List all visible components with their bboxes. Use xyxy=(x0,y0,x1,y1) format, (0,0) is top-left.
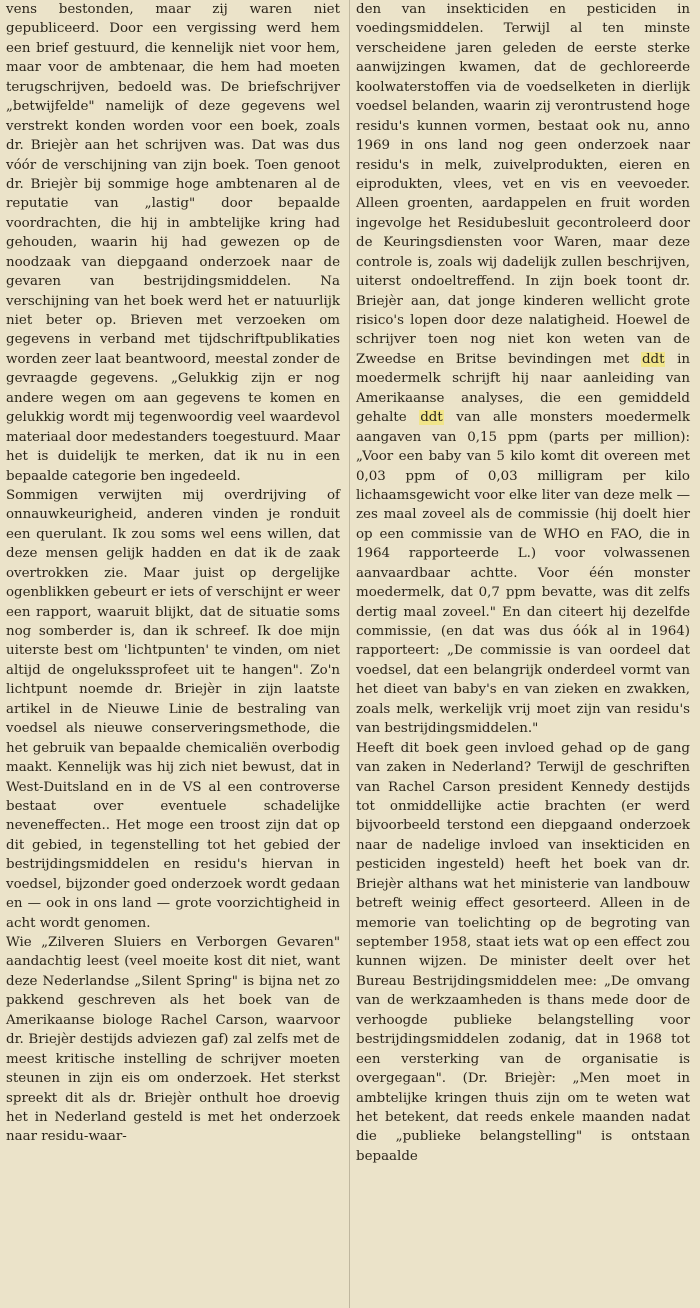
highlighted-term: ddt xyxy=(641,351,665,367)
right-text-segment: in moedermelk schrijft hij naar aanleiding van Amerikaanse analyses, die een gemiddeld gehalte xyxy=(356,351,690,426)
right-text-segment: van alle monsters moedermelk aangaven van 0,15 ppm (parts per million): „Voor een baby van 5 kilo komt dit overeen met 0,03 ppm of 0,03 milligram per kilo lichaamsgewicht voor elke liter van deze melk — zes maal zoveel als de commissie (hij doelt hier op een commissie van de WHO en FAO, die in 1964 rapporteerde L.) voor volwassenen aanvaardbaar achtte. Voor één monster moedermelk, dat 0,7 ppm bevatte, was dit zelfs dertig maal zoveel." En dan citeert hij dezelfde commissie, (en dat was dus óók al in 1964) rapporteert: „De commissie is van oordeel dat voedsel, dat een belangrijk onderdeel vormt van het dieet van baby's en van zieken en zwakken, zoals melk, werkelijk vrij moet zijn van residu's van bestrijdingsmiddelen." xyxy=(356,410,690,737)
left-paragraph-2: Sommigen verwijten mij overdrijving of onnauwkeurigheid, anderen vinden je ronduit een querulant. Ik zou soms wel eens willen, dat deze mensen gelijk hadden en dat ik de zaak overtrokken zie. Maar juist op dergelijke ogenblikken gebeurt er iets of verschijnt er weer een rapport, waaruit blijkt, dat de situatie soms nog somberder is, dan ik schreef. Ik doe mijn uiterste best om 'lichtpunten' te vinden, om niet altijd de ongelukssprofeet uit te hangen". Zo'n lichtpunt noemde dr. Briejèr in zijn laatste artikel in de Nieuwe Linie de bestraling van voedsel als nieuwe conserveringsmethode, die het gebruik van bepaalde chemicaliën overbodig maakt. Kennelijk was hij zich niet bewust, dat in West-Duitsland en in de VS al een controverse bestaat over eventuele schadelijke neveneffecten.. Het moge een troost zijn dat op dit gebied, in tegenstelling tot het gebied der bestrijdingsmiddelen en residu's hiervan in voedsel, bijzonder goed onderzoek wordt gedaan en — ook in ons land — grote voorzichtigheid in acht wordt genomen. xyxy=(6,487,340,931)
left-column xyxy=(6,0,348,1308)
right-paragraph-2: Heeft dit boek geen invloed gehad op de gang van zaken in Nederland? Terwijl de geschriften van Rachel Carson president Kennedy destijds tot onmiddellijke actie brachten (er werd bijvoorbeeld terstond een diepgaand onderzoek naar de nadelige invloed van insekticiden en pesticiden ingesteld) heeft het boek van dr. Briejèr althans wat het ministerie van landbouw betreft weinig effect gesorteerd. Alleen in de memorie van toelichting op de begroting van september 1958, staat iets wat op een effect zou kunnen wijzen. De minister deelt over het Bureau Bestrijdingsmiddelen mee: „De omvang van de werkzaamheden is thans mede door de verhoogde publieke belangstelling voor bestrijdingsmiddelen zodanig, dat in 1968 tot een versterking van de organisatie is overgegaan". (Dr. Briejèr: „Men moet in ambtelijke kringen thuis zijn om te weten wat het betekent, dat reeds enkele maanden nadat die „publieke belangstelling" is ontstaan bepaalde xyxy=(356,740,690,1164)
left-paragraph-3: Wie „Zilveren Sluiers en Verborgen Gevaren" aandachtig leest (veel moeite kost dit niet, want deze Nederlandse „Silent Spring" is bijna net zo pakkend geschreven als het boek van de Amerikaanse biologe Rachel Carson, waarvoor dr. Briejèr destijds adviezen gaf) zal zelfs met de meest kritische instelling de schrijver moeten steunen in zijn eis om onderzoek. Het sterkst spreekt dit als dr. Briejèr onthult hoe droevig het in Nederland gesteld is met het onderzoek naar residu-waar- xyxy=(6,935,340,1145)
highlighted-term: ddt xyxy=(420,410,443,426)
right-column xyxy=(348,0,690,1308)
right-text-segment: den van insekticiden en pesticiden in voedingsmiddelen. Terwijl al ten minste verscheidene jaren geleden de eerste sterke aanwijzingen kwamen, dat de gechloreerde koolwaterstoffen via de voedselketen in dierlijk voedsel belanden, waarin zij verontrustend hoge residu's kunnen vormen, bestaat ook nu, anno 1969 in ons land nog geen onderzoek naar residu's in melk, zuivelprodukten, eieren en eiprodukten, vlees, vet en vis en veevoeder. Alleen groenten, aardappelen en fruit worden ingevolge het Residubesluit gecontroleerd door de Keuringsdiensten voor Waren, maar deze controle is, zoals wij dadelijk zullen beschrijven, uiterst ondoeltreffend. In zijn boek toont dr. Briejèr aan, dat jonge kinderen wellicht grote risico's lopen door deze nalatigheid. Hoewel de schrijver toen nog niet kon weten van de Zweedse en Britse bevindingen met xyxy=(356,2,690,367)
column-divider xyxy=(349,0,350,1308)
left-paragraph-1: vens bestonden, maar zij waren niet gepubliceerd. Door een vergissing werd hem een brief gestuurd, die kennelijk niet voor hem, maar voor de ambtenaar, die hem had moeten terugschrijven, bedoeld was. De briefschrijver „betwijfelde" namelijk of deze gegevens wel verstrekt konden worden voor een boek, zoals dr. Briejèr aan het schrijven was. Dat was dus vóór de verschijning van zijn boek. Toen genoot dr. Briejèr bij sommige hoge ambtenaren al de reputatie van „lastig" door bepaalde voordrachten, die hij in ambtelijke kring had gehouden, waarin hij had gewezen op de noodzaak van diepgaand onderzoek naar de gevaren van bestrijdingsmiddelen. Na verschijning van het boek werd het er natuurlijk niet beter op. Brieven met verzoeken om gegevens in verband met tijdschriftpublikaties worden zeer laat beantwoord, meestal zonder de gevraagde gegevens. „Gelukkig zijn er nog andere wegen om aan gegevens te komen en gelukkig wordt mij tegenwoordig veel waardevol materiaal door medestanders toegestuurd. Maar het is duidelijk te merken, dat ik nu in een bepaalde categorie ben ingedeeld. xyxy=(6,2,340,484)
right-paragraph-1 xyxy=(356,0,690,739)
